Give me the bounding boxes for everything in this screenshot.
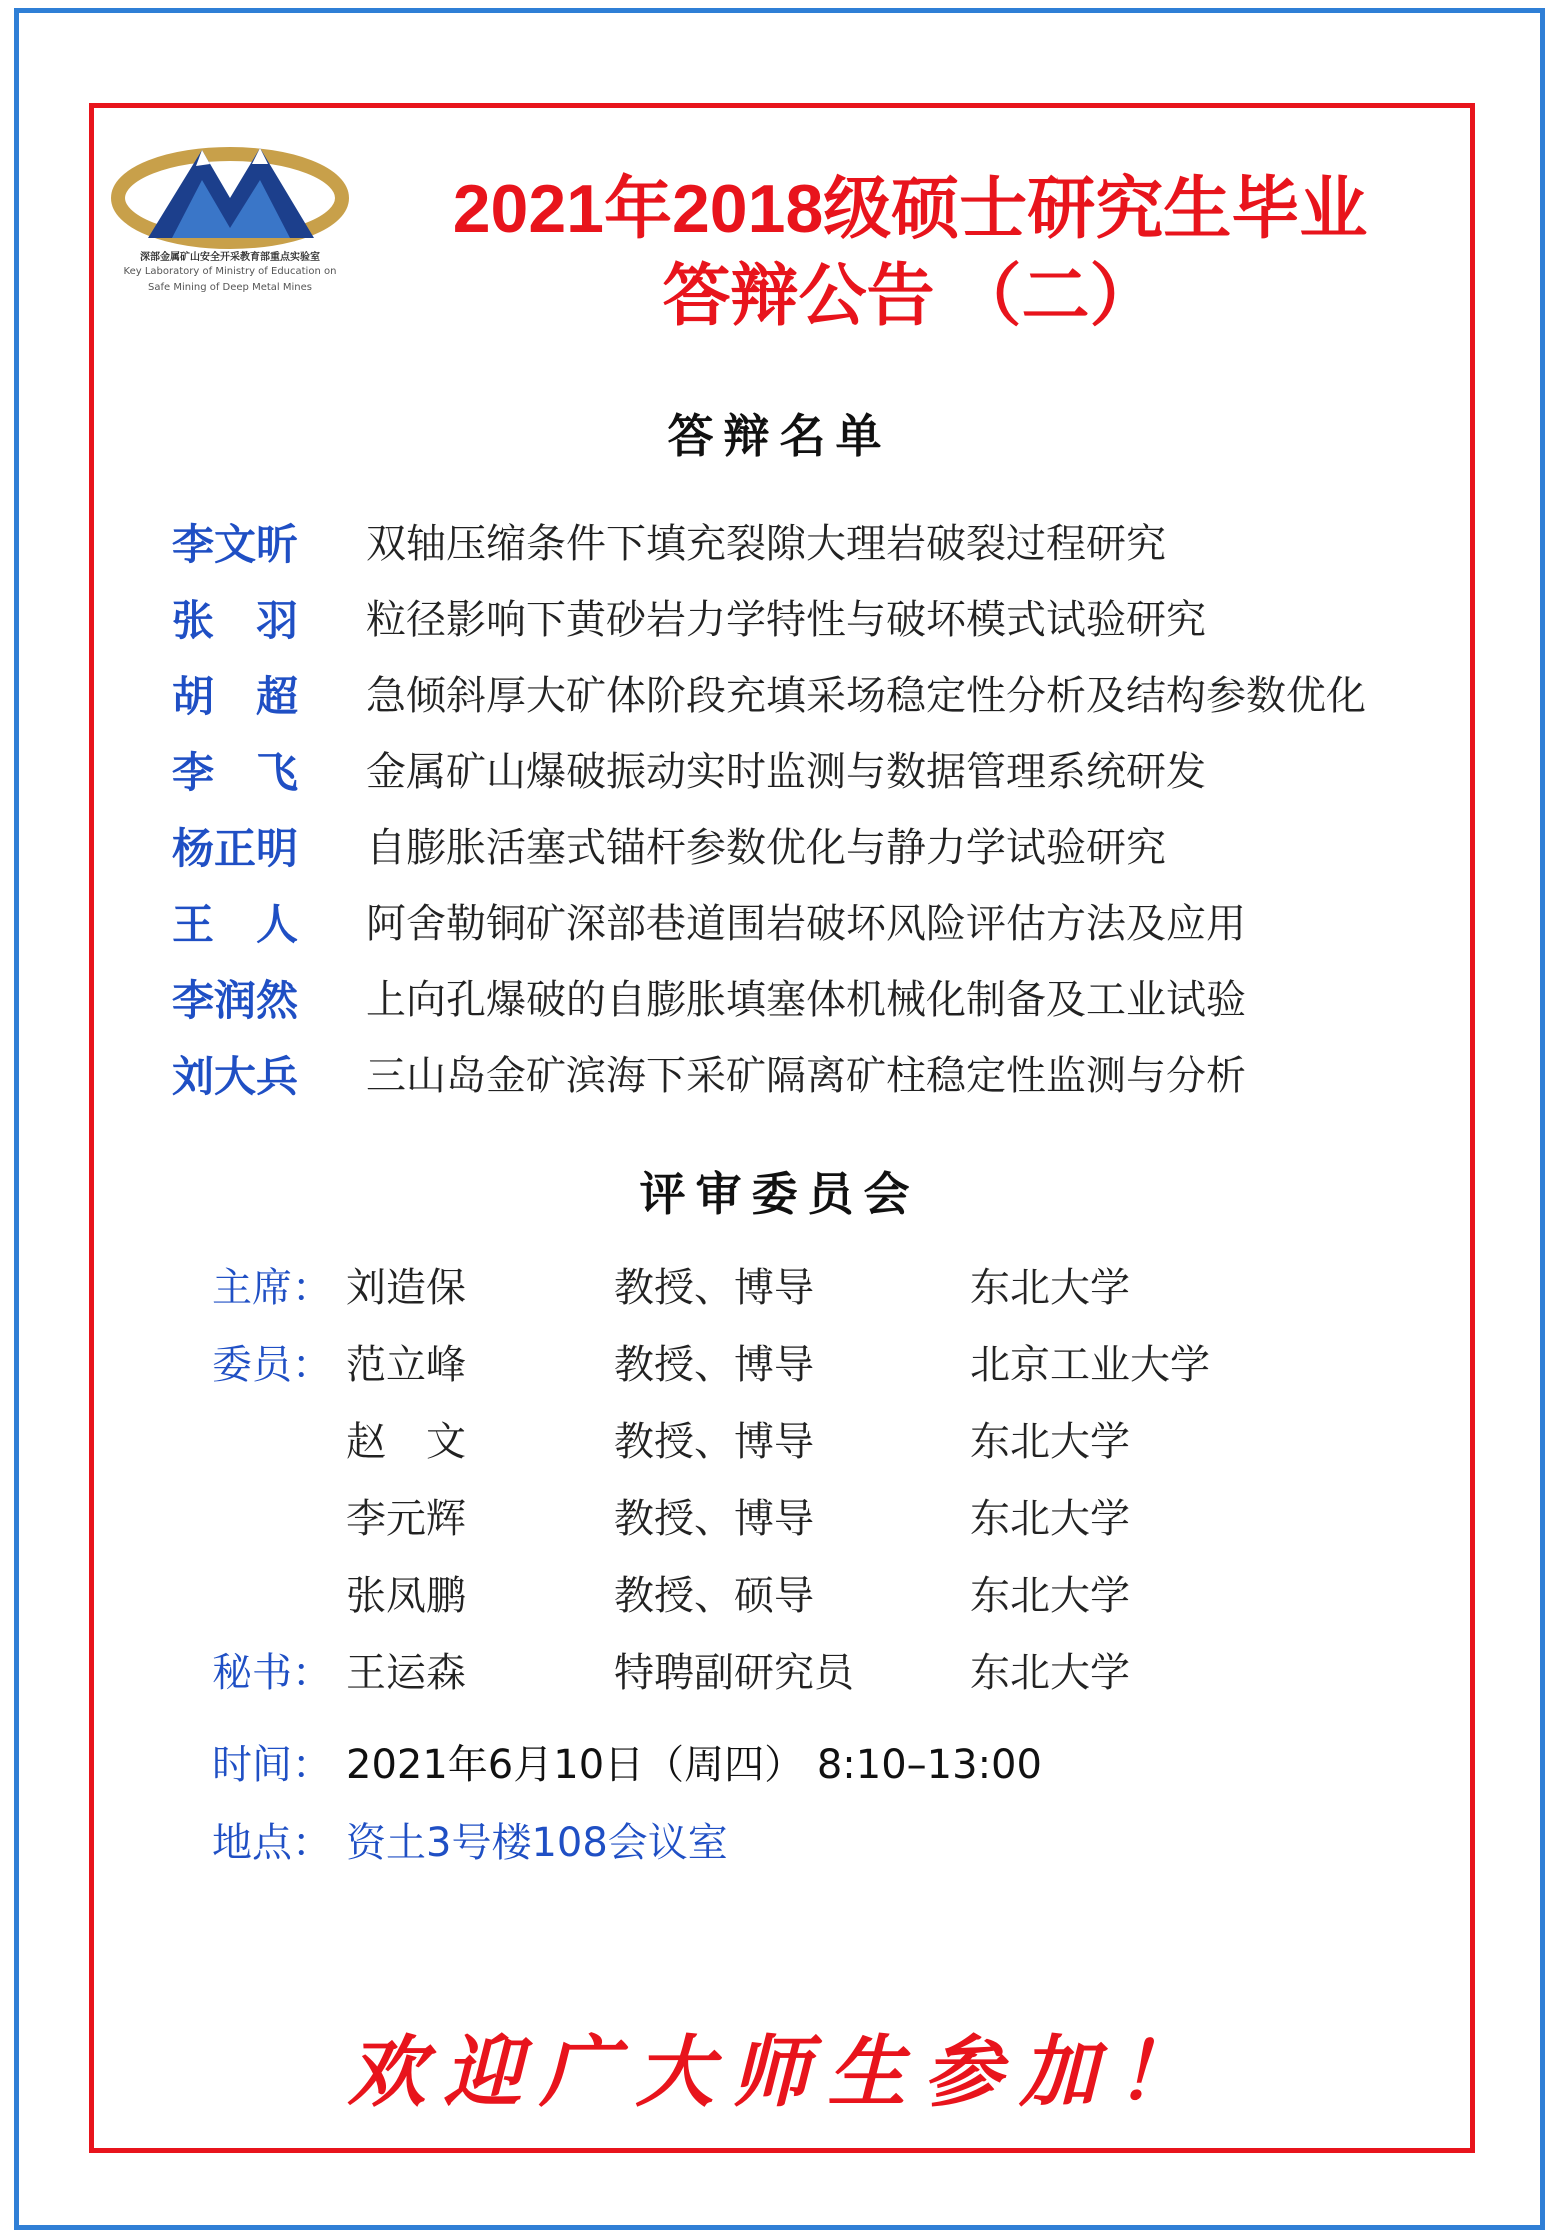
student-name: 李润然 [172, 976, 299, 1025]
logo-caption-en-1: Key Laboratory of Ministry of Education on [123, 266, 337, 277]
student-name: 张 羽 [172, 596, 299, 645]
student-name: 李文昕 [172, 520, 299, 569]
thesis-title: 自膨胀活塞式锚杆参数优化与静力学试验研究 [366, 825, 1166, 871]
student-name: 王 人 [172, 900, 299, 949]
student-name: 胡 超 [172, 672, 299, 721]
thesis-title: 上向孔爆破的自膨胀填塞体机械化制备及工业试验 [366, 977, 1246, 1023]
thesis-title: 阿舍勒铜矿深部巷道围岩破坏风险评估方法及应用 [366, 901, 1246, 947]
committee-name: 范立峰 [346, 1342, 466, 1388]
thesis-title: 急倾斜厚大矿体阶段充填采场稳定性分析及结构参数优化 [366, 673, 1366, 719]
list-item [0, 512, 1559, 572]
committee-title: 教授、博导 [614, 1419, 814, 1465]
committee-name: 赵 文 [346, 1419, 466, 1465]
defense-list-heading: 答辩名单 [667, 409, 892, 463]
student-name: 李 飞 [172, 748, 299, 797]
committee-title: 教授、硕导 [614, 1573, 814, 1619]
page-title-line-1: 2021年2018级硕士研究生毕业 [452, 171, 1368, 247]
place-value: 资土3号楼108会议室 [346, 1820, 728, 1866]
thesis-title: 双轴压缩条件下填充裂隙大理岩破裂过程研究 [366, 521, 1166, 567]
committee-name: 张凤鹏 [346, 1573, 466, 1619]
list-item [0, 816, 1559, 876]
committee-title: 教授、博导 [614, 1496, 814, 1542]
committee-title: 教授、博导 [614, 1342, 814, 1388]
committee-role: 秘书： [212, 1650, 332, 1696]
committee-heading: 评审委员会 [639, 1167, 920, 1221]
time-value: 2021年6月10日（周四） 8:10–13:00 [346, 1742, 1042, 1788]
page-title-line-2: 答辩公告 （二） [662, 258, 1158, 334]
student-name: 刘大兵 [172, 1052, 299, 1101]
list-item [0, 664, 1559, 724]
thesis-title: 金属矿山爆破振动实时监测与数据管理系统研发 [366, 749, 1206, 795]
committee-title: 教授、博导 [614, 1265, 814, 1311]
logo-caption-en-2: Safe Mining of Deep Metal Mines [148, 282, 312, 293]
committee-row [0, 1564, 1559, 1624]
committee-name: 刘造保 [346, 1265, 466, 1311]
thesis-title: 三山岛金矿滨海下采矿隔离矿柱稳定性监测与分析 [366, 1053, 1246, 1099]
logo-caption-cn: 深部金属矿山安全开采教育部重点实验室 [140, 252, 320, 263]
committee-row [0, 1487, 1559, 1547]
committee-role: 主席： [212, 1265, 332, 1311]
lab-logo-icon [110, 128, 350, 328]
welcome-slogan: 欢迎广大师生参加！ [347, 2027, 1212, 2118]
place-label: 地点： [212, 1820, 332, 1866]
thesis-title: 粒径影响下黄砂岩力学特性与破坏模式试验研究 [366, 597, 1206, 643]
list-item [0, 588, 1559, 648]
committee-row [0, 1256, 1559, 1316]
place-row [0, 1811, 1559, 1871]
time-label: 时间： [212, 1742, 332, 1788]
committee-org: 东北大学 [970, 1496, 1130, 1542]
committee-org: 东北大学 [970, 1265, 1130, 1311]
student-name: 杨正明 [172, 824, 299, 873]
committee-org: 东北大学 [970, 1419, 1130, 1465]
list-item [0, 1044, 1559, 1104]
list-item [0, 740, 1559, 800]
committee-role: 委员： [212, 1342, 332, 1388]
time-row [0, 1733, 1559, 1793]
committee-row [0, 1333, 1559, 1393]
committee-org: 北京工业大学 [970, 1342, 1210, 1388]
committee-title: 特聘副研究员 [614, 1650, 854, 1696]
committee-org: 东北大学 [970, 1650, 1130, 1696]
committee-name: 王运森 [346, 1650, 466, 1696]
list-item [0, 892, 1559, 952]
committee-row [0, 1410, 1559, 1470]
committee-name: 李元辉 [346, 1496, 466, 1542]
committee-row [0, 1641, 1559, 1701]
committee-org: 东北大学 [970, 1573, 1130, 1619]
list-item [0, 968, 1559, 1028]
